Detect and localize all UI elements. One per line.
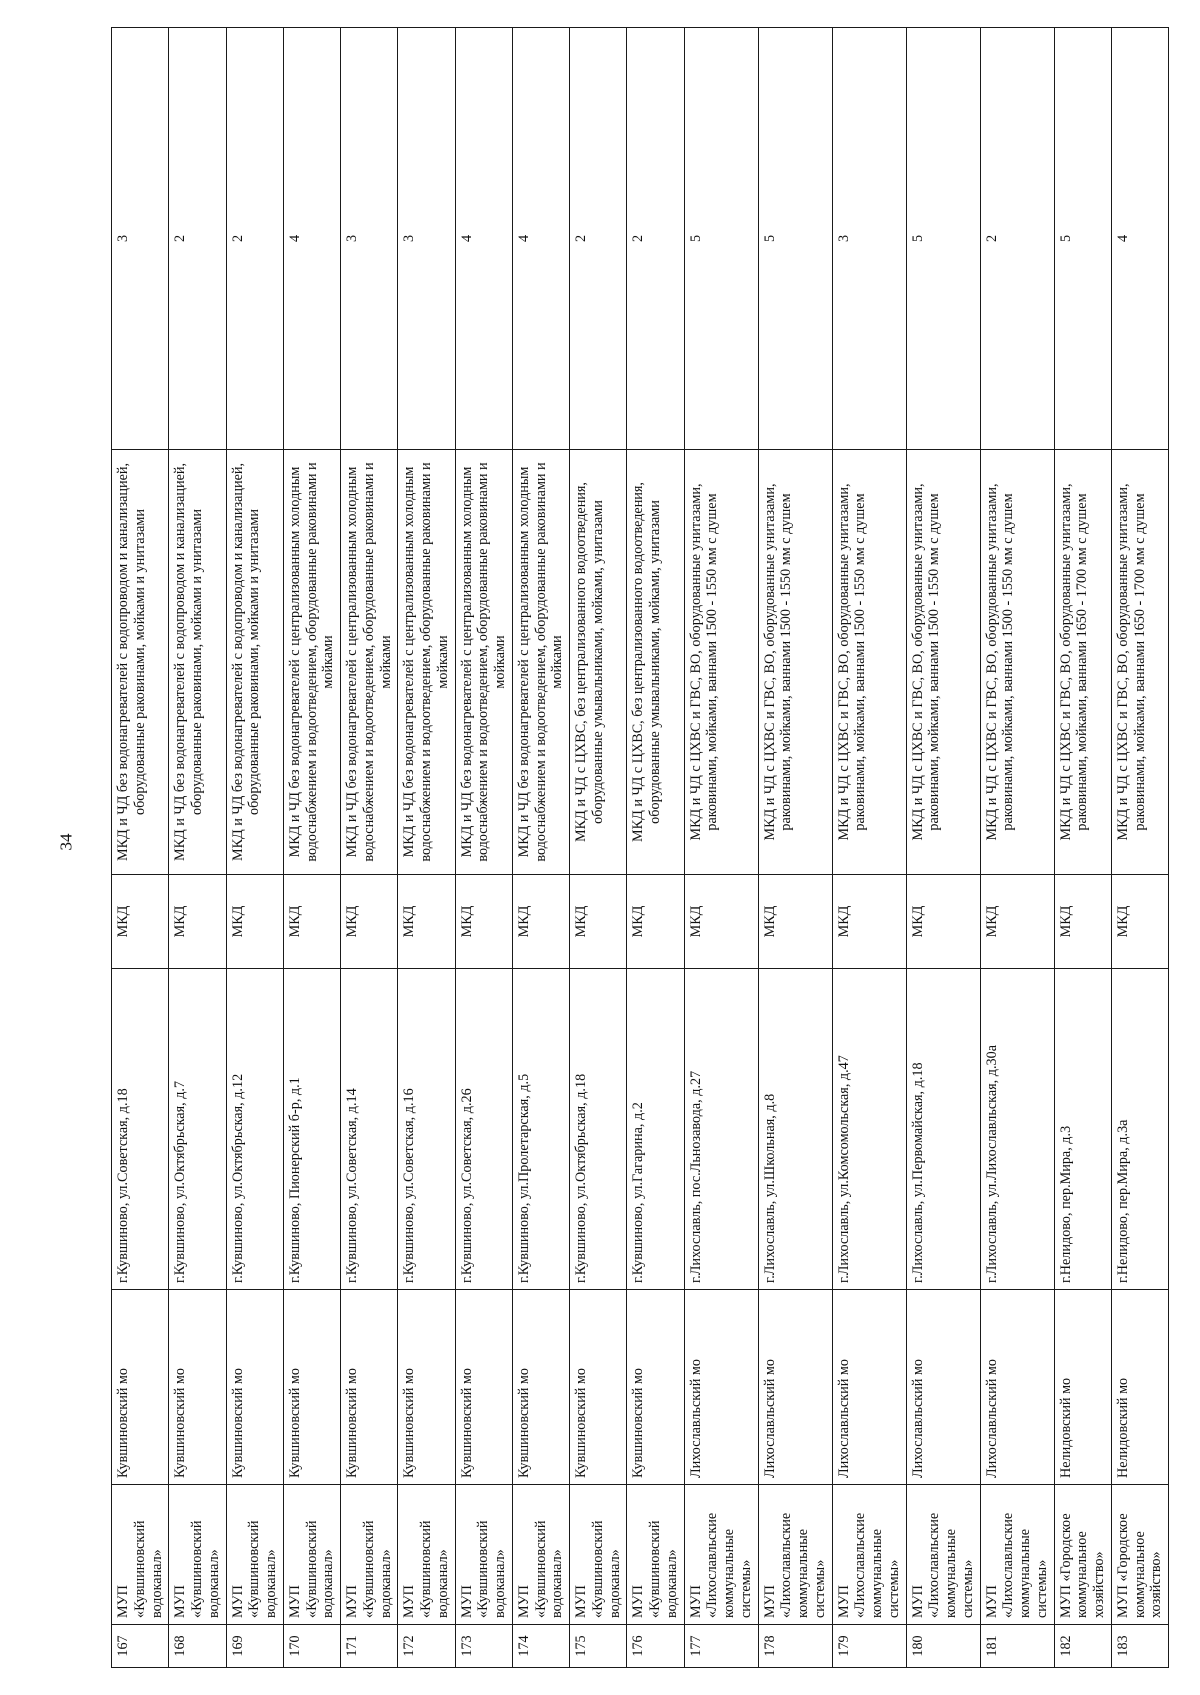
organization-cell: МУП «Кувшиновский водоканал» (341, 1485, 398, 1625)
address-cell: г.Лихославль, ул.Первомайская, д.18 (906, 969, 980, 1290)
address-cell: г.Лихославль, ул.Школьная, д.8 (758, 969, 832, 1290)
municipality-cell: Кувшиновский мо (570, 1290, 627, 1485)
address-cell: г.Кувшиново, ул.Пролетарская, д.5 (512, 969, 569, 1290)
address-cell: г.Кувшиново, ул.Октябрьская, д.18 (570, 969, 627, 1290)
count-cell: 2 (226, 28, 283, 450)
municipality-cell: Кувшиновский мо (169, 1290, 226, 1485)
row-number-cell: 174 (512, 1625, 569, 1668)
building-type-cell: МКД (112, 875, 169, 969)
municipality-cell: Кувшиновский мо (341, 1290, 398, 1485)
table-row (398, 28, 455, 1668)
building-type-cell: МКД (627, 875, 684, 969)
description-cell: МКД и ЧД с ЦХВС и ГВС, ВО, оборудованные унитазами, раковинами, мойками, ваннами 1500 - 1550 мм с душем (906, 450, 980, 875)
table-row (758, 28, 832, 1668)
building-type-cell: МКД (226, 875, 283, 969)
table-row (512, 28, 569, 1668)
address-cell: г.Кувшиново, ул.Советская, д.16 (398, 969, 455, 1290)
address-cell: г.Кувшиново, ул.Гагарина, д.2 (627, 969, 684, 1290)
organization-cell: МУП «Лихославльские коммунальные системы» (906, 1485, 980, 1625)
organization-cell: МУП «Кувшиновский водоканал» (169, 1485, 226, 1625)
description-cell: МКД и ЧД без водонагревателей с водопроводом и канализацией, оборудованные раковинами, мойками и унитазами (169, 450, 226, 875)
organization-cell: МУП «Кувшиновский водоканал» (398, 1485, 455, 1625)
table-row (341, 28, 398, 1668)
organization-cell: МУП «Лихославльские коммунальные системы» (832, 1485, 906, 1625)
building-type-cell: МКД (758, 875, 832, 969)
building-type-cell: МКД (684, 875, 758, 969)
building-type-cell: МКД (512, 875, 569, 969)
municipality-cell: Лихославльский мо (758, 1290, 832, 1485)
organization-cell: МУП «Лихославльские коммунальные системы» (758, 1485, 832, 1625)
count-cell: 5 (758, 28, 832, 450)
municipality-cell: Нелидовский мо (1111, 1290, 1168, 1485)
address-cell: г.Кувшиново, ул.Советская, д.26 (455, 969, 512, 1290)
municipality-cell: Кувшиновский мо (226, 1290, 283, 1485)
row-number-cell: 167 (112, 1625, 169, 1668)
count-cell: 3 (112, 28, 169, 450)
address-cell: г.Нелидово, пер.Мира, д.3 (1054, 969, 1111, 1290)
row-number-cell: 169 (226, 1625, 283, 1668)
row-number-cell: 180 (906, 1625, 980, 1668)
building-type-cell: МКД (980, 875, 1054, 969)
municipality-cell: Лихославльский мо (906, 1290, 980, 1485)
count-cell: 2 (980, 28, 1054, 450)
building-type-cell: МКД (1054, 875, 1111, 969)
description-cell: МКД и ЧД с ЦХВС, без централизованного водоотведения, оборудованные умывальниками, мойками, унитазами (570, 450, 627, 875)
table-body (112, 28, 1169, 1668)
description-cell: МКД и ЧД без водонагревателей с централизованным холодным водоснабжением и водоотведением, оборудованные раковинами и мойками (455, 450, 512, 875)
count-cell: 2 (169, 28, 226, 450)
count-cell: 3 (341, 28, 398, 450)
building-type-cell: МКД (169, 875, 226, 969)
row-number-cell: 175 (570, 1625, 627, 1668)
municipality-cell: Кувшиновский мо (112, 1290, 169, 1485)
organization-cell: МУП «Городское коммунальное хозяйство» (1111, 1485, 1168, 1625)
municipality-cell: Лихославльский мо (684, 1290, 758, 1485)
municipality-cell: Лихославльский мо (832, 1290, 906, 1485)
organization-cell: МУП «Кувшиновский водоканал» (455, 1485, 512, 1625)
address-cell: г.Лихославль, ул.Лихославльская, д.30а (980, 969, 1054, 1290)
page-number: 34 (56, 833, 76, 851)
address-cell: г.Лихославль, пос.Льнозавода, д.27 (684, 969, 758, 1290)
municipality-cell: Кувшиновский мо (283, 1290, 340, 1485)
table-row (112, 28, 169, 1668)
address-cell: г.Кувшиново, Пионерский б-р, д.1 (283, 969, 340, 1290)
building-type-cell: МКД (570, 875, 627, 969)
count-cell: 3 (832, 28, 906, 450)
table-row (627, 28, 684, 1668)
organization-cell: МУП «Кувшиновский водоканал» (226, 1485, 283, 1625)
row-number-cell: 172 (398, 1625, 455, 1668)
row-number-cell: 176 (627, 1625, 684, 1668)
row-number-cell: 171 (341, 1625, 398, 1668)
description-cell: МКД и ЧД с ЦХВС и ГВС, ВО, оборудованные унитазами, раковинами, мойками, ваннами 1500 - 1550 мм с душем (832, 450, 906, 875)
organization-cell: МУП «Лихославльские коммунальные системы» (980, 1485, 1054, 1625)
table-row (1111, 28, 1168, 1668)
table-row (1054, 28, 1111, 1668)
organization-cell: МУП «Городское коммунальное хозяйство» (1054, 1485, 1111, 1625)
organization-cell: МУП «Лихославльские коммунальные системы» (684, 1485, 758, 1625)
organization-cell: МУП «Кувшиновский водоканал» (512, 1485, 569, 1625)
building-type-cell: МКД (398, 875, 455, 969)
data-table (111, 27, 1169, 1668)
building-type-cell: МКД (455, 875, 512, 969)
table-row (226, 28, 283, 1668)
description-cell: МКД и ЧД с ЦХВС и ГВС, ВО, оборудованные унитазами, раковинами, мойками, ваннами 1650 - 1700 мм с душем (1111, 450, 1168, 875)
address-cell: г.Кувшиново, ул.Советская, д.14 (341, 969, 398, 1290)
municipality-cell: Нелидовский мо (1054, 1290, 1111, 1485)
table-row (684, 28, 758, 1668)
description-cell: МКД и ЧД без водонагревателей с централизованным холодным водоснабжением и водоотведением, оборудованные раковинами и мойками (512, 450, 569, 875)
table-row (570, 28, 627, 1668)
municipality-cell: Кувшиновский мо (398, 1290, 455, 1485)
row-number-cell: 181 (980, 1625, 1054, 1668)
table-row (283, 28, 340, 1668)
description-cell: МКД и ЧД с ЦХВС и ГВС, ВО, оборудованные унитазами, раковинами, мойками, ваннами 1500 - 1550 мм с душем (758, 450, 832, 875)
table-row (832, 28, 906, 1668)
address-cell: г.Кувшиново, ул.Советская, д.18 (112, 969, 169, 1290)
description-cell: МКД и ЧД без водонагревателей с централизованным холодным водоснабжением и водоотведением, оборудованные раковинами и мойками (341, 450, 398, 875)
count-cell: 4 (1111, 28, 1168, 450)
row-number-cell: 168 (169, 1625, 226, 1668)
address-cell: г.Лихославль, ул.Комсомольская, д.47 (832, 969, 906, 1290)
table-row (906, 28, 980, 1668)
count-cell: 2 (627, 28, 684, 450)
count-cell: 4 (512, 28, 569, 450)
row-number-cell: 182 (1054, 1625, 1111, 1668)
count-cell: 5 (1054, 28, 1111, 450)
description-cell: МКД и ЧД с ЦХВС и ГВС, ВО, оборудованные унитазами, раковинами, мойками, ваннами 1650 - 1700 мм с душем (1054, 450, 1111, 875)
address-cell: г.Нелидово, пер.Мира, д.3а (1111, 969, 1168, 1290)
count-cell: 4 (283, 28, 340, 450)
address-cell: г.Кувшиново, ул.Октябрьская, д.12 (226, 969, 283, 1290)
table-row (455, 28, 512, 1668)
description-cell: МКД и ЧД без водонагревателей с централизованным холодным водоснабжением и водоотведением, оборудованные раковинами и мойками (283, 450, 340, 875)
organization-cell: МУП «Кувшиновский водоканал» (112, 1485, 169, 1625)
municipality-cell: Кувшиновский мо (627, 1290, 684, 1485)
row-number-cell: 170 (283, 1625, 340, 1668)
row-number-cell: 178 (758, 1625, 832, 1668)
count-cell: 5 (906, 28, 980, 450)
organization-cell: МУП «Кувшиновский водоканал» (627, 1485, 684, 1625)
count-cell: 5 (684, 28, 758, 450)
description-cell: МКД и ЧД с ЦХВС и ГВС, ВО, оборудованные унитазами, раковинами, мойками, ваннами 1500 - 1550 мм с душем (980, 450, 1054, 875)
building-type-cell: МКД (906, 875, 980, 969)
description-cell: МКД и ЧД без водонагревателей с водопроводом и канализацией, оборудованные раковинами, мойками и унитазами (226, 450, 283, 875)
description-cell: МКД и ЧД без водонагревателей с централизованным холодным водоснабжением и водоотведением, оборудованные раковинами и мойками (398, 450, 455, 875)
building-type-cell: МКД (832, 875, 906, 969)
description-cell: МКД и ЧД с ЦХВС и ГВС, ВО, оборудованные унитазами, раковинами, мойками, ваннами 1500 - 1550 мм с душем (684, 450, 758, 875)
municipality-cell: Кувшиновский мо (512, 1290, 569, 1485)
count-cell: 2 (570, 28, 627, 450)
row-number-cell: 173 (455, 1625, 512, 1668)
description-cell: МКД и ЧД с ЦХВС, без централизованного водоотведения, оборудованные умывальниками, мойками, унитазами (627, 450, 684, 875)
building-type-cell: МКД (1111, 875, 1168, 969)
table-row (980, 28, 1054, 1668)
description-cell: МКД и ЧД без водонагревателей с водопроводом и канализацией, оборудованные раковинами, мойками и унитазами (112, 450, 169, 875)
building-type-cell: МКД (341, 875, 398, 969)
table-row (169, 28, 226, 1668)
municipality-cell: Кувшиновский мо (455, 1290, 512, 1485)
count-cell: 3 (398, 28, 455, 450)
rotated-table-container (111, 28, 1165, 1668)
row-number-cell: 183 (1111, 1625, 1168, 1668)
municipality-cell: Лихославльский мо (980, 1290, 1054, 1485)
organization-cell: МУП «Кувшиновский водоканал» (570, 1485, 627, 1625)
count-cell: 4 (455, 28, 512, 450)
address-cell: г.Кувшиново, ул.Октябрьская, д.7 (169, 969, 226, 1290)
row-number-cell: 179 (832, 1625, 906, 1668)
building-type-cell: МКД (283, 875, 340, 969)
organization-cell: МУП «Кувшиновский водоканал» (283, 1485, 340, 1625)
row-number-cell: 177 (684, 1625, 758, 1668)
